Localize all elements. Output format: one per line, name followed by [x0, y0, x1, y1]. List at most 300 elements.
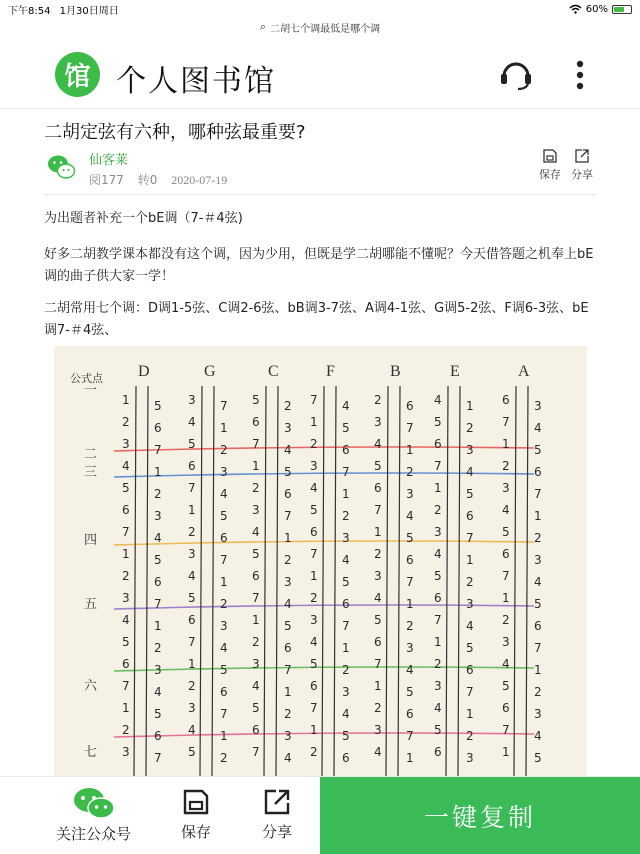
sheet-note-mark: 2 — [374, 393, 382, 407]
status-indicators — [569, 4, 632, 15]
share-button-top[interactable] — [562, 148, 602, 182]
sheet-note-mark: 4 — [252, 525, 260, 539]
sheet-note-mark: 3 — [502, 635, 510, 649]
sheet-note-mark: 7 — [310, 547, 318, 561]
sheet-note-mark: 7 — [310, 701, 318, 715]
sheet-note-mark: 1 — [534, 663, 542, 677]
sheet-note-mark: 3 — [284, 575, 292, 589]
sheet-note-mark: 1 — [122, 547, 130, 561]
sheet-note-mark: 4 — [284, 597, 292, 611]
article-title: 二胡定弦有六种，哪种弦最重要? — [44, 122, 306, 143]
sheet-note-mark: 4 — [220, 641, 228, 655]
sheet-string-line — [134, 386, 136, 776]
sheet-note-mark: 6 — [342, 597, 350, 611]
sheet-note-mark: 7 — [434, 459, 442, 473]
sheet-note-mark: 6 — [252, 415, 260, 429]
sheet-note-mark: 2 — [406, 619, 414, 633]
sheet-note-mark: 6 — [534, 465, 542, 479]
sheet-note-mark: 2 — [284, 399, 292, 413]
sheet-note-mark: 4 — [434, 393, 442, 407]
sheet-note-mark: 1 — [310, 415, 318, 429]
sheet-note-mark: 1 — [310, 723, 318, 737]
sheet-note-mark: 4 — [434, 701, 442, 715]
sheet-note-mark: 3 — [342, 531, 350, 545]
paragraph-1: 为出题者补充一个bE调（7-＃4弦) — [44, 211, 243, 226]
sheet-note-mark: 1 — [122, 701, 130, 715]
sheet-note-mark: 2 — [284, 553, 292, 567]
sheet-note-mark: 2 — [310, 437, 318, 451]
sheet-row-label: 四 — [84, 533, 98, 548]
sheet-note-mark: 1 — [252, 459, 260, 473]
sheet-note-mark: 7 — [188, 481, 196, 495]
sheet-note-mark: 2 — [220, 443, 228, 457]
sheet-note-mark: 4 — [534, 421, 542, 435]
sheet-note-mark: 6 — [154, 421, 162, 435]
sheet-note-mark: 6 — [502, 701, 510, 715]
sheet-note-mark: 2 — [502, 613, 510, 627]
sheet-note-mark: 6 — [502, 393, 510, 407]
save-icon — [542, 148, 558, 164]
sheet-note-mark: 6 — [466, 663, 474, 677]
sheet-note-mark: 1 — [466, 399, 474, 413]
sheet-note-mark: 2 — [284, 707, 292, 721]
sheet-note-mark: 1 — [342, 487, 350, 501]
paragraph-2: 好多二胡教学课本都没有这个调，因为少用，但既是学二胡哪能不懂呢？今天借答题之机奉上bE调的曲子供大家一学！ — [44, 247, 594, 284]
battery-icon — [612, 5, 632, 14]
more-vertical-icon[interactable] — [574, 58, 586, 92]
sheet-string-line — [446, 386, 448, 776]
sheet-note-mark: 4 — [534, 575, 542, 589]
sheet-note-mark: 2 — [466, 575, 474, 589]
customer-service-icon[interactable] — [498, 58, 534, 92]
sheet-note-mark: 5 — [188, 437, 196, 451]
sheet-note-mark: 5 — [284, 465, 292, 479]
sheet-row-label: 六 — [84, 679, 98, 694]
sheet-note-mark: 4 — [342, 399, 350, 413]
sheet-note-mark: 2 — [310, 745, 318, 759]
sheet-note-mark: 4 — [406, 509, 414, 523]
status-date: 1月30日周日 — [59, 5, 119, 17]
article-divider — [44, 194, 596, 195]
save-label-top: 保存 — [539, 168, 561, 181]
sheet-string-line — [458, 386, 460, 776]
publish-date: 2020-07-19 — [171, 173, 228, 187]
sheet-note-mark: 4 — [188, 415, 196, 429]
sheet-note-mark: 1 — [466, 553, 474, 567]
erhu-scale-sheet-photo — [54, 346, 587, 776]
sheet-note-mark: 3 — [188, 701, 196, 715]
sheet-note-mark: 2 — [374, 701, 382, 715]
sheet-note-mark: 1 — [154, 619, 162, 633]
sheet-note-mark: 4 — [502, 657, 510, 671]
sheet-note-mark: 5 — [434, 569, 442, 583]
sheet-note-mark: 3 — [154, 663, 162, 677]
sheet-note-mark: 2 — [434, 657, 442, 671]
sheet-string-line — [386, 386, 388, 776]
share-label-bottom: 分享 — [262, 823, 293, 841]
sheet-note-mark: 6 — [220, 685, 228, 699]
sheet-note-mark: 5 — [374, 613, 382, 627]
sheet-row-label: 七 — [84, 745, 98, 760]
sheet-note-mark: 7 — [154, 443, 162, 457]
sheet-key-label: D — [138, 363, 150, 380]
search-icon: ⌕ — [259, 20, 267, 33]
save-icon — [181, 787, 211, 817]
sheet-note-mark: 6 — [310, 679, 318, 693]
sheet-note-mark: 2 — [188, 525, 196, 539]
sheet-note-mark: 2 — [434, 503, 442, 517]
sheet-note-mark: 2 — [188, 679, 196, 693]
sheet-note-mark: 7 — [188, 635, 196, 649]
sheet-note-mark: 7 — [220, 707, 228, 721]
sheet-string-line — [526, 386, 528, 776]
sheet-note-mark: 6 — [406, 553, 414, 567]
sheet-note-mark: 3 — [534, 707, 542, 721]
sheet-note-mark: 1 — [406, 751, 414, 765]
sheet-row-label: 五 — [84, 597, 98, 612]
sheet-string-line — [264, 386, 266, 776]
sheet-note-mark: 5 — [342, 729, 350, 743]
sheet-note-mark: 3 — [188, 547, 196, 561]
sheet-string-line — [334, 386, 336, 776]
sheet-note-mark: 7 — [284, 509, 292, 523]
scale-sheet-drawing — [54, 346, 587, 776]
sheet-note-mark: 7 — [406, 729, 414, 743]
sheet-note-mark: 6 — [252, 723, 260, 737]
url-bar[interactable] — [0, 18, 640, 36]
sheet-note-mark: 3 — [284, 421, 292, 435]
site-logo[interactable] — [55, 52, 100, 97]
sheet-note-mark: 3 — [122, 591, 130, 605]
status-time-date — [8, 2, 125, 17]
sheet-note-mark: 5 — [342, 575, 350, 589]
sheet-note-mark: 5 — [122, 635, 130, 649]
sheet-note-mark: 4 — [342, 553, 350, 567]
sheet-note-mark: 6 — [374, 635, 382, 649]
sheet-note-mark: 6 — [122, 503, 130, 517]
save-button-bottom[interactable] — [181, 787, 211, 842]
sheet-note-mark: 2 — [220, 751, 228, 765]
sheet-note-mark: 7 — [534, 487, 542, 501]
sheet-note-mark: 1 — [220, 421, 228, 435]
sheet-note-mark: 5 — [154, 707, 162, 721]
sheet-note-mark: 2 — [154, 641, 162, 655]
sheet-note-mark: 4 — [466, 619, 474, 633]
sheet-note-mark: 5 — [220, 509, 228, 523]
sheet-note-mark: 3 — [374, 569, 382, 583]
share-icon — [262, 787, 292, 817]
sheet-note-mark: 6 — [310, 525, 318, 539]
paragraph-3: 二胡常用七个调：D调1-5弦、C调2-6弦、bB调3-7弦、A调4-1弦、G调5-2弦、F调6-3弦、bE调7-＃4弦、 — [44, 301, 589, 338]
sheet-note-mark: 2 — [374, 547, 382, 561]
sheet-note-mark: 5 — [310, 503, 318, 517]
share-button-bottom[interactable] — [262, 787, 292, 842]
sheet-note-mark: 1 — [502, 745, 510, 759]
sheet-note-mark: 3 — [434, 525, 442, 539]
sheet-note-mark: 7 — [220, 399, 228, 413]
sheet-note-mark: 1 — [374, 525, 382, 539]
sheet-note-mark: 4 — [188, 569, 196, 583]
url-text: 二胡七个调最低是哪个调 — [270, 23, 381, 35]
sheet-note-mark: 2 — [406, 465, 414, 479]
sheet-note-mark: 4 — [122, 613, 130, 627]
sheet-note-mark: 3 — [122, 745, 130, 759]
sheet-note-mark: 5 — [310, 657, 318, 671]
sheet-note-mark: 1 — [342, 641, 350, 655]
sheet-note-mark: 6 — [406, 399, 414, 413]
sheet-note-mark: 7 — [122, 679, 130, 693]
sheet-note-mark: 7 — [284, 663, 292, 677]
sheet-key-label: E — [450, 363, 460, 380]
status-bar — [0, 0, 640, 18]
sheet-note-mark: 6 — [342, 751, 350, 765]
sheet-note-mark: 4 — [284, 751, 292, 765]
sheet-row-label: 三 — [84, 465, 98, 480]
sheet-note-mark: 7 — [374, 657, 382, 671]
sheet-note-mark: 7 — [154, 751, 162, 765]
sheet-note-mark: 1 — [434, 635, 442, 649]
sheet-note-mark: 5 — [534, 751, 542, 765]
sheet-note-mark: 5 — [252, 701, 260, 715]
sheet-note-mark: 2 — [310, 591, 318, 605]
sheet-note-mark: 7 — [534, 641, 542, 655]
sheet-note-mark: 6 — [534, 619, 542, 633]
save-label-bottom: 保存 — [181, 823, 212, 841]
sheet-note-mark: 6 — [252, 569, 260, 583]
sheet-note-mark: 4 — [154, 685, 162, 699]
logo-char: 馆 — [64, 62, 91, 92]
sheet-note-mark: 4 — [466, 465, 474, 479]
sheet-note-mark: 5 — [342, 421, 350, 435]
sheet-note-mark: 1 — [310, 569, 318, 583]
sheet-note-mark: 4 — [406, 663, 414, 677]
sheet-note-mark: 5 — [188, 745, 196, 759]
sheet-note-mark: 4 — [434, 547, 442, 561]
follow-wechat-button[interactable] — [56, 787, 131, 844]
sheet-note-mark: 3 — [406, 641, 414, 655]
sheet-note-mark: 7 — [252, 591, 260, 605]
sheet-note-mark: 4 — [154, 531, 162, 545]
sheet-note-mark: 1 — [122, 393, 130, 407]
sheet-note-mark: 6 — [220, 531, 228, 545]
sheet-note-mark: 2 — [534, 685, 542, 699]
sheet-note-mark: 7 — [406, 575, 414, 589]
sheet-note-mark: 2 — [122, 569, 130, 583]
sheet-note-mark: 4 — [122, 459, 130, 473]
sheet-note-mark: 5 — [466, 641, 474, 655]
wechat-icon — [72, 787, 116, 819]
sheet-note-mark: 5 — [154, 399, 162, 413]
sheet-note-mark: 1 — [406, 443, 414, 457]
sheet-note-mark: 3 — [284, 729, 292, 743]
sheet-note-mark: 5 — [284, 619, 292, 633]
sheet-note-mark: 6 — [434, 745, 442, 759]
sheet-note-mark: 1 — [154, 465, 162, 479]
sheet-note-mark: 5 — [434, 415, 442, 429]
sheet-note-mark: 7 — [310, 393, 318, 407]
sheet-note-mark: 5 — [252, 547, 260, 561]
share-label-top: 分享 — [571, 168, 593, 181]
sheet-note-mark: 4 — [220, 487, 228, 501]
sheet-note-mark: 7 — [220, 553, 228, 567]
sheet-note-mark: 3 — [534, 399, 542, 413]
sheet-note-mark: 1 — [502, 591, 510, 605]
sheet-note-mark: 5 — [154, 553, 162, 567]
site-name[interactable]: 个人图书馆 — [116, 64, 276, 99]
sheet-note-mark: 1 — [534, 509, 542, 523]
sheet-note-mark: 5 — [220, 663, 228, 677]
sheet-note-mark: 7 — [122, 525, 130, 539]
sheet-string-line — [322, 386, 324, 776]
sheet-note-mark: 3 — [466, 751, 474, 765]
sheet-note-mark: 7 — [154, 597, 162, 611]
sheet-note-mark: 6 — [374, 481, 382, 495]
sheet-note-mark: 3 — [252, 503, 260, 517]
sheet-row-label: 二 — [84, 447, 98, 462]
sheet-note-mark: 6 — [188, 459, 196, 473]
sheet-note-mark: 5 — [252, 393, 260, 407]
sheet-note-mark: 7 — [374, 503, 382, 517]
sheet-note-mark: 4 — [374, 437, 382, 451]
sheet-note-mark: 6 — [342, 443, 350, 457]
sheet-key-label: F — [326, 363, 335, 380]
sheet-note-mark: 3 — [154, 509, 162, 523]
sheet-note-mark: 3 — [188, 393, 196, 407]
sheet-note-mark: 6 — [466, 509, 474, 523]
sheet-note-mark: 7 — [434, 613, 442, 627]
sheet-note-mark: 2 — [342, 509, 350, 523]
sheet-note-mark: 6 — [434, 437, 442, 451]
one-click-copy-button[interactable]: 一键复制 — [320, 777, 640, 854]
sheet-note-mark: 7 — [342, 619, 350, 633]
sheet-note-mark: 3 — [406, 487, 414, 501]
sheet-note-mark: 2 — [122, 415, 130, 429]
sheet-note-mark: 6 — [154, 729, 162, 743]
sheet-note-mark: 3 — [374, 415, 382, 429]
sheet-note-mark: 3 — [374, 723, 382, 737]
sheet-note-mark: 6 — [284, 641, 292, 655]
sheet-note-mark: 5 — [188, 591, 196, 605]
share-icon — [574, 148, 590, 164]
sheet-note-mark: 6 — [188, 613, 196, 627]
sheet-note-mark: 5 — [122, 481, 130, 495]
sheet-note-mark: 2 — [466, 729, 474, 743]
bottom-action-bar — [0, 776, 640, 854]
sheet-note-mark: 3 — [434, 679, 442, 693]
sheet-note-mark: 2 — [252, 481, 260, 495]
sheet-note-mark: 2 — [342, 663, 350, 677]
sheet-note-mark: 7 — [342, 465, 350, 479]
sheet-note-mark: 5 — [406, 531, 414, 545]
sheet-note-mark: 1 — [502, 437, 510, 451]
sheet-note-mark: 6 — [154, 575, 162, 589]
sheet-note-mark: 3 — [220, 465, 228, 479]
sheet-note-mark: 1 — [466, 707, 474, 721]
sheet-note-mark: 3 — [466, 443, 474, 457]
wechat-avatar-icon[interactable] — [46, 152, 76, 182]
sheet-note-mark: 3 — [466, 597, 474, 611]
sheet-note-mark: 2 — [466, 421, 474, 435]
sheet-string-line — [276, 386, 278, 776]
sheet-note-mark: 4 — [284, 443, 292, 457]
sheet-note-mark: 7 — [466, 685, 474, 699]
sheet-note-mark: 2 — [534, 531, 542, 545]
sheet-note-mark: 6 — [406, 707, 414, 721]
sheet-note-mark: 3 — [502, 481, 510, 495]
sheet-note-mark: 1 — [284, 531, 292, 545]
sheet-note-mark: 5 — [502, 679, 510, 693]
sheet-note-mark: 5 — [466, 487, 474, 501]
sheet-note-mark: 3 — [342, 685, 350, 699]
sheet-note-mark: 7 — [252, 437, 260, 451]
author-name[interactable]: 仙客莱 — [89, 153, 129, 168]
sheet-note-mark: 1 — [406, 597, 414, 611]
sheet-note-mark: 6 — [434, 591, 442, 605]
sheet-note-mark: 2 — [220, 597, 228, 611]
sheet-string-line — [200, 386, 202, 776]
sheet-note-mark: 4 — [188, 723, 196, 737]
sheet-note-mark: 3 — [310, 459, 318, 473]
sheet-note-mark: 5 — [534, 597, 542, 611]
sheet-note-mark: 1 — [374, 679, 382, 693]
sheet-note-mark: 2 — [502, 459, 510, 473]
sheet-note-mark: 2 — [154, 487, 162, 501]
sheet-key-label: A — [518, 363, 530, 380]
battery-percent: 60% — [585, 3, 608, 15]
sheet-note-mark: 5 — [406, 685, 414, 699]
sheet-note-mark: 3 — [252, 657, 260, 671]
sheet-note-mark: 4 — [502, 503, 510, 517]
sheet-note-mark: 4 — [374, 745, 382, 759]
sheet-note-mark: 1 — [220, 575, 228, 589]
sheet-note-mark: 5 — [502, 525, 510, 539]
sheet-note-mark: 4 — [342, 707, 350, 721]
sheet-note-mark: 7 — [466, 531, 474, 545]
read-count: 阅177 — [89, 173, 124, 187]
sheet-note-mark: 6 — [284, 487, 292, 501]
sheet-note-mark: 4 — [534, 729, 542, 743]
sheet-key-label: G — [204, 363, 216, 380]
wifi-icon — [569, 4, 582, 14]
sheet-note-mark: 1 — [284, 685, 292, 699]
sheet-note-mark: 6 — [122, 657, 130, 671]
sheet-note-mark: 7 — [406, 421, 414, 435]
sheet-note-mark: 5 — [534, 443, 542, 457]
sheet-note-mark: 1 — [434, 481, 442, 495]
sheet-note-mark: 4 — [310, 635, 318, 649]
follow-label: 关注公众号 — [56, 825, 132, 843]
sheet-note-mark: 4 — [374, 591, 382, 605]
sheet-note-mark: 2 — [122, 723, 130, 737]
sheet-note-mark: 1 — [188, 503, 196, 517]
sheet-note-mark: 5 — [374, 459, 382, 473]
sheet-note-mark: 4 — [252, 679, 260, 693]
sheet-note-mark: 6 — [502, 547, 510, 561]
sheet-key-label: C — [268, 363, 279, 380]
sheet-note-mark: 3 — [534, 553, 542, 567]
sheet-note-mark: 3 — [122, 437, 130, 451]
sheet-string-line — [146, 386, 148, 776]
sheet-note-mark: 1 — [220, 729, 228, 743]
sheet-string-line — [212, 386, 214, 776]
article-meta — [89, 171, 237, 188]
sheet-corner-label: 公式点 — [70, 373, 103, 385]
sheet-string-line — [398, 386, 400, 776]
sheet-string-line — [514, 386, 516, 776]
sheet-note-mark: 3 — [220, 619, 228, 633]
site-header — [0, 40, 640, 109]
sheet-note-mark: 5 — [434, 723, 442, 737]
